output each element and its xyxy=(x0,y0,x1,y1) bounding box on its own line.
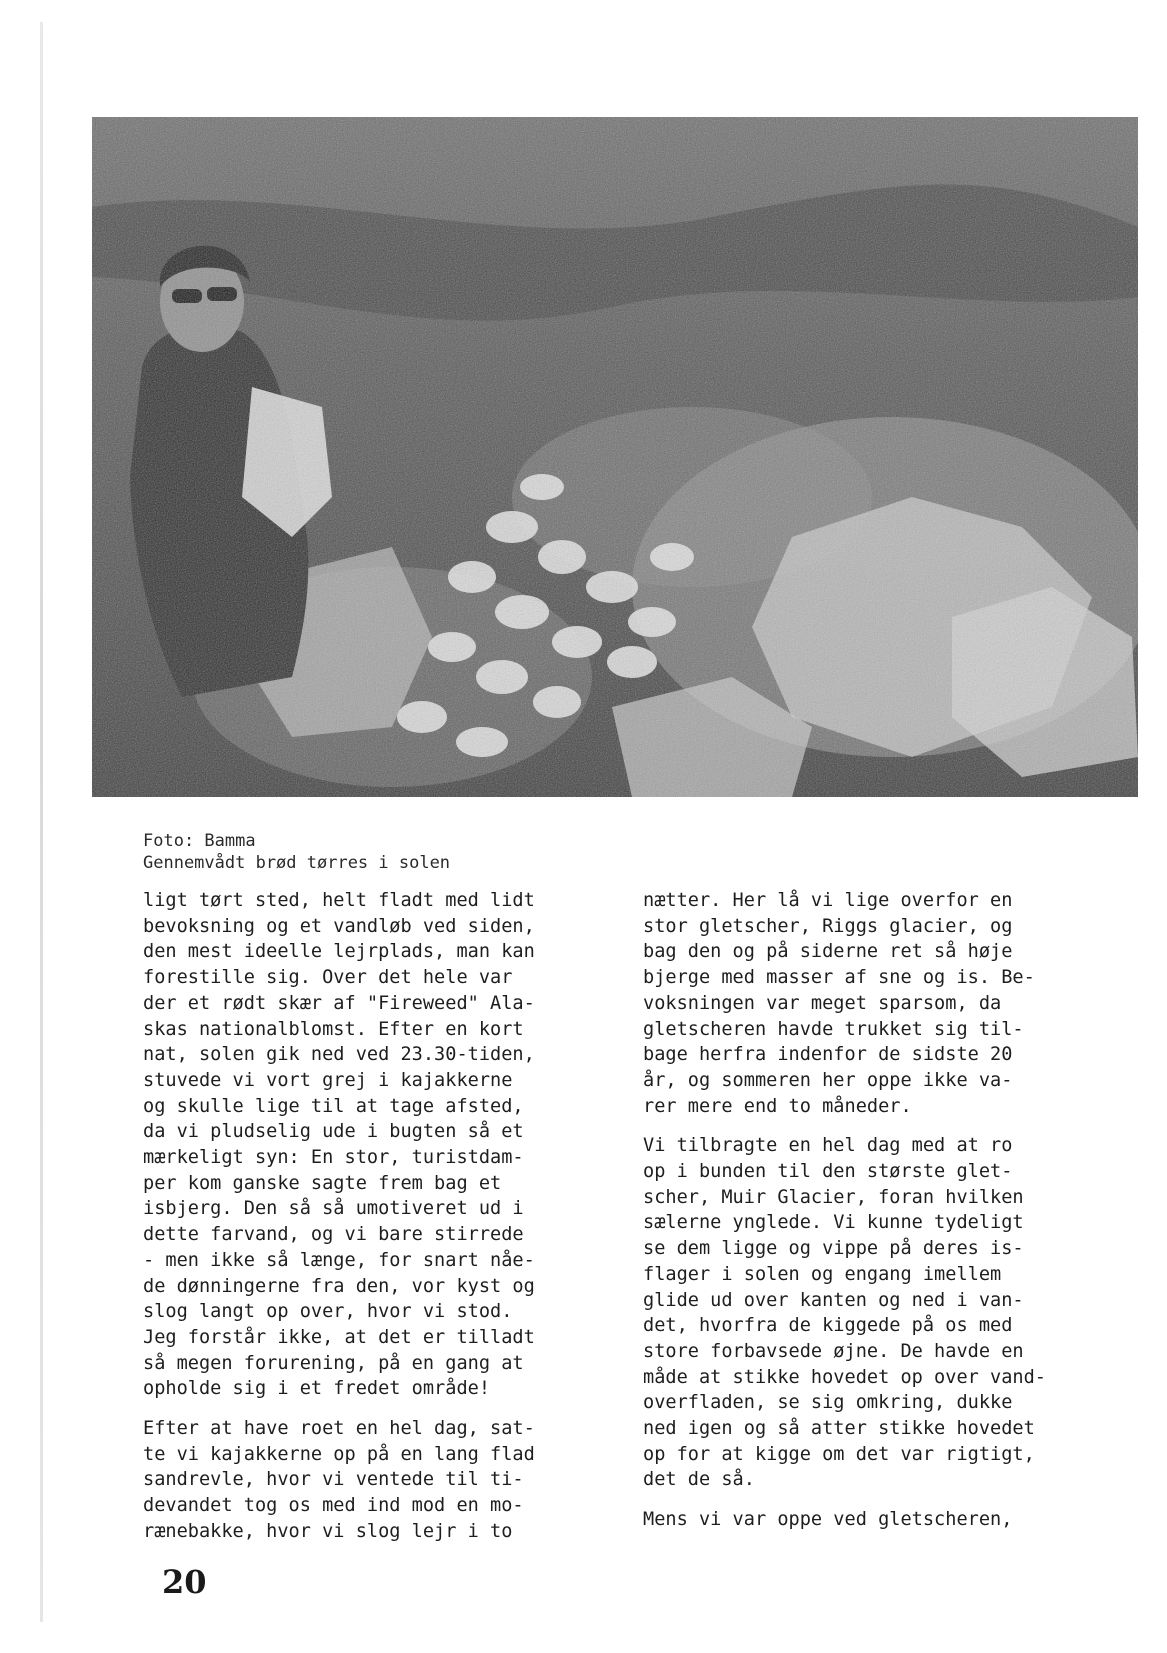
text-line: op i bunden til den største glet- xyxy=(643,1161,1013,1183)
text-line: rænebakke, hvor vi slog lejr i to xyxy=(143,1520,513,1542)
text-line: flager i solen og engang imellem xyxy=(643,1263,1002,1285)
text-line: slog langt op over, hvor vi stod. xyxy=(143,1301,513,1323)
text-line: der et rødt skær af "Fireweed" Ala- xyxy=(143,992,535,1014)
photo xyxy=(92,117,1138,797)
paragraph xyxy=(643,1507,1113,1533)
text-line: Mens vi var oppe ved gletscheren, xyxy=(643,1509,1013,1531)
text-line: stuvede vi vort grej i kajakkerne xyxy=(143,1069,513,1091)
text-line: stor gletscher, Riggs glacier, og xyxy=(643,915,1013,937)
text-line: den mest ideelle lejrplads, man kan xyxy=(143,941,535,963)
text-line: Jeg forstår ikke, at det er tilladt xyxy=(143,1326,535,1348)
paragraph xyxy=(643,1133,1113,1493)
text-line: det, hvorfra de kiggede på os med xyxy=(643,1315,1013,1337)
text-line: nat, solen gik ned ved 23.30-tiden, xyxy=(143,1044,535,1066)
text-line: store forbavsede øjne. De havde en xyxy=(643,1340,1024,1362)
text-line: gletscheren havde trukket sig til- xyxy=(643,1018,1024,1040)
text-line: te vi kajakkerne op på en lang flad xyxy=(143,1443,535,1465)
text-line: skas nationalblomst. Efter en kort xyxy=(143,1018,524,1040)
text-line: voksningen var meget sparsom, da xyxy=(643,992,1002,1014)
text-line: da vi pludselig ude i bugten så et xyxy=(143,1121,524,1143)
text-line: isbjerg. Den så så umotiveret ud i xyxy=(143,1198,524,1220)
text-line: og skulle lige til at tage afsted, xyxy=(143,1095,524,1117)
text-line: op for at kigge om det var rigtigt, xyxy=(643,1443,1035,1465)
page-number: 20 xyxy=(162,1563,207,1601)
text-line: så megen forurening, på en gang at xyxy=(143,1352,524,1374)
text-line: ned igen og så atter stikke hovedet xyxy=(643,1418,1035,1440)
text-line: Vi tilbragte en hel dag med at ro xyxy=(643,1135,1013,1157)
text-line: sandrevle, hvor vi ventede til ti- xyxy=(143,1469,524,1491)
caption-text: Gennemvådt brød tørres i solen xyxy=(143,853,451,873)
paragraph xyxy=(143,888,613,1402)
text-line: bage herfra indenfor de sidste 20 xyxy=(643,1044,1013,1066)
paragraph xyxy=(643,888,1113,1119)
paragraph xyxy=(143,1416,613,1545)
text-line: - men ikke så længe, for snart nåe- xyxy=(143,1249,535,1271)
text-line: forestille sig. Over det hele var xyxy=(143,967,513,989)
text-line: Efter at have roet en hel dag, sat- xyxy=(143,1418,535,1440)
text-line: se dem ligge og vippe på deres is- xyxy=(643,1238,1024,1260)
text-line: overfladen, se sig omkring, dukke xyxy=(643,1392,1013,1414)
text-line: bevoksning og et vandløb ved siden, xyxy=(143,915,535,937)
text-line: måde at stikke hovedet op over vand- xyxy=(643,1366,1046,1388)
scan-edge-shadow xyxy=(40,22,43,1622)
text-line: nætter. Her lå vi lige overfor en xyxy=(643,890,1013,911)
text-line: sælerne ynglede. Vi kunne tydeligt xyxy=(643,1212,1024,1234)
text-line: ligt tørt sted, helt fladt med lidt xyxy=(143,890,535,911)
text-line: rer mere end to måneder. xyxy=(643,1095,912,1117)
text-line: glide ud over kanten og ned i van- xyxy=(643,1289,1024,1311)
text-line: bag den og på siderne ret så høje xyxy=(643,941,1013,963)
text-line: det de så. xyxy=(643,1469,755,1491)
text-line: devandet tog os med ind mod en mo- xyxy=(143,1495,524,1517)
text-line: dette farvand, og vi bare stirrede xyxy=(143,1224,524,1246)
left-column xyxy=(143,888,613,1559)
text-line: mærkeligt syn: En stor, turistdam- xyxy=(143,1147,524,1169)
photo-credit: Foto: Bamma xyxy=(143,831,256,851)
text-line: opholde sig i et fredet område! xyxy=(143,1378,491,1400)
text-line: scher, Muir Glacier, foran hvilken xyxy=(643,1186,1024,1208)
text-line: år, og sommeren her oppe ikke va- xyxy=(643,1069,1013,1091)
photo-icon xyxy=(92,117,1138,797)
text-line: bjerge med masser af sne og is. Be- xyxy=(643,967,1035,989)
text-line: de dønningerne fra den, vor kyst og xyxy=(143,1275,535,1297)
text-line: per kom ganske sagte frem bag et xyxy=(143,1172,502,1194)
photo-caption xyxy=(143,830,450,874)
right-column xyxy=(643,888,1113,1547)
